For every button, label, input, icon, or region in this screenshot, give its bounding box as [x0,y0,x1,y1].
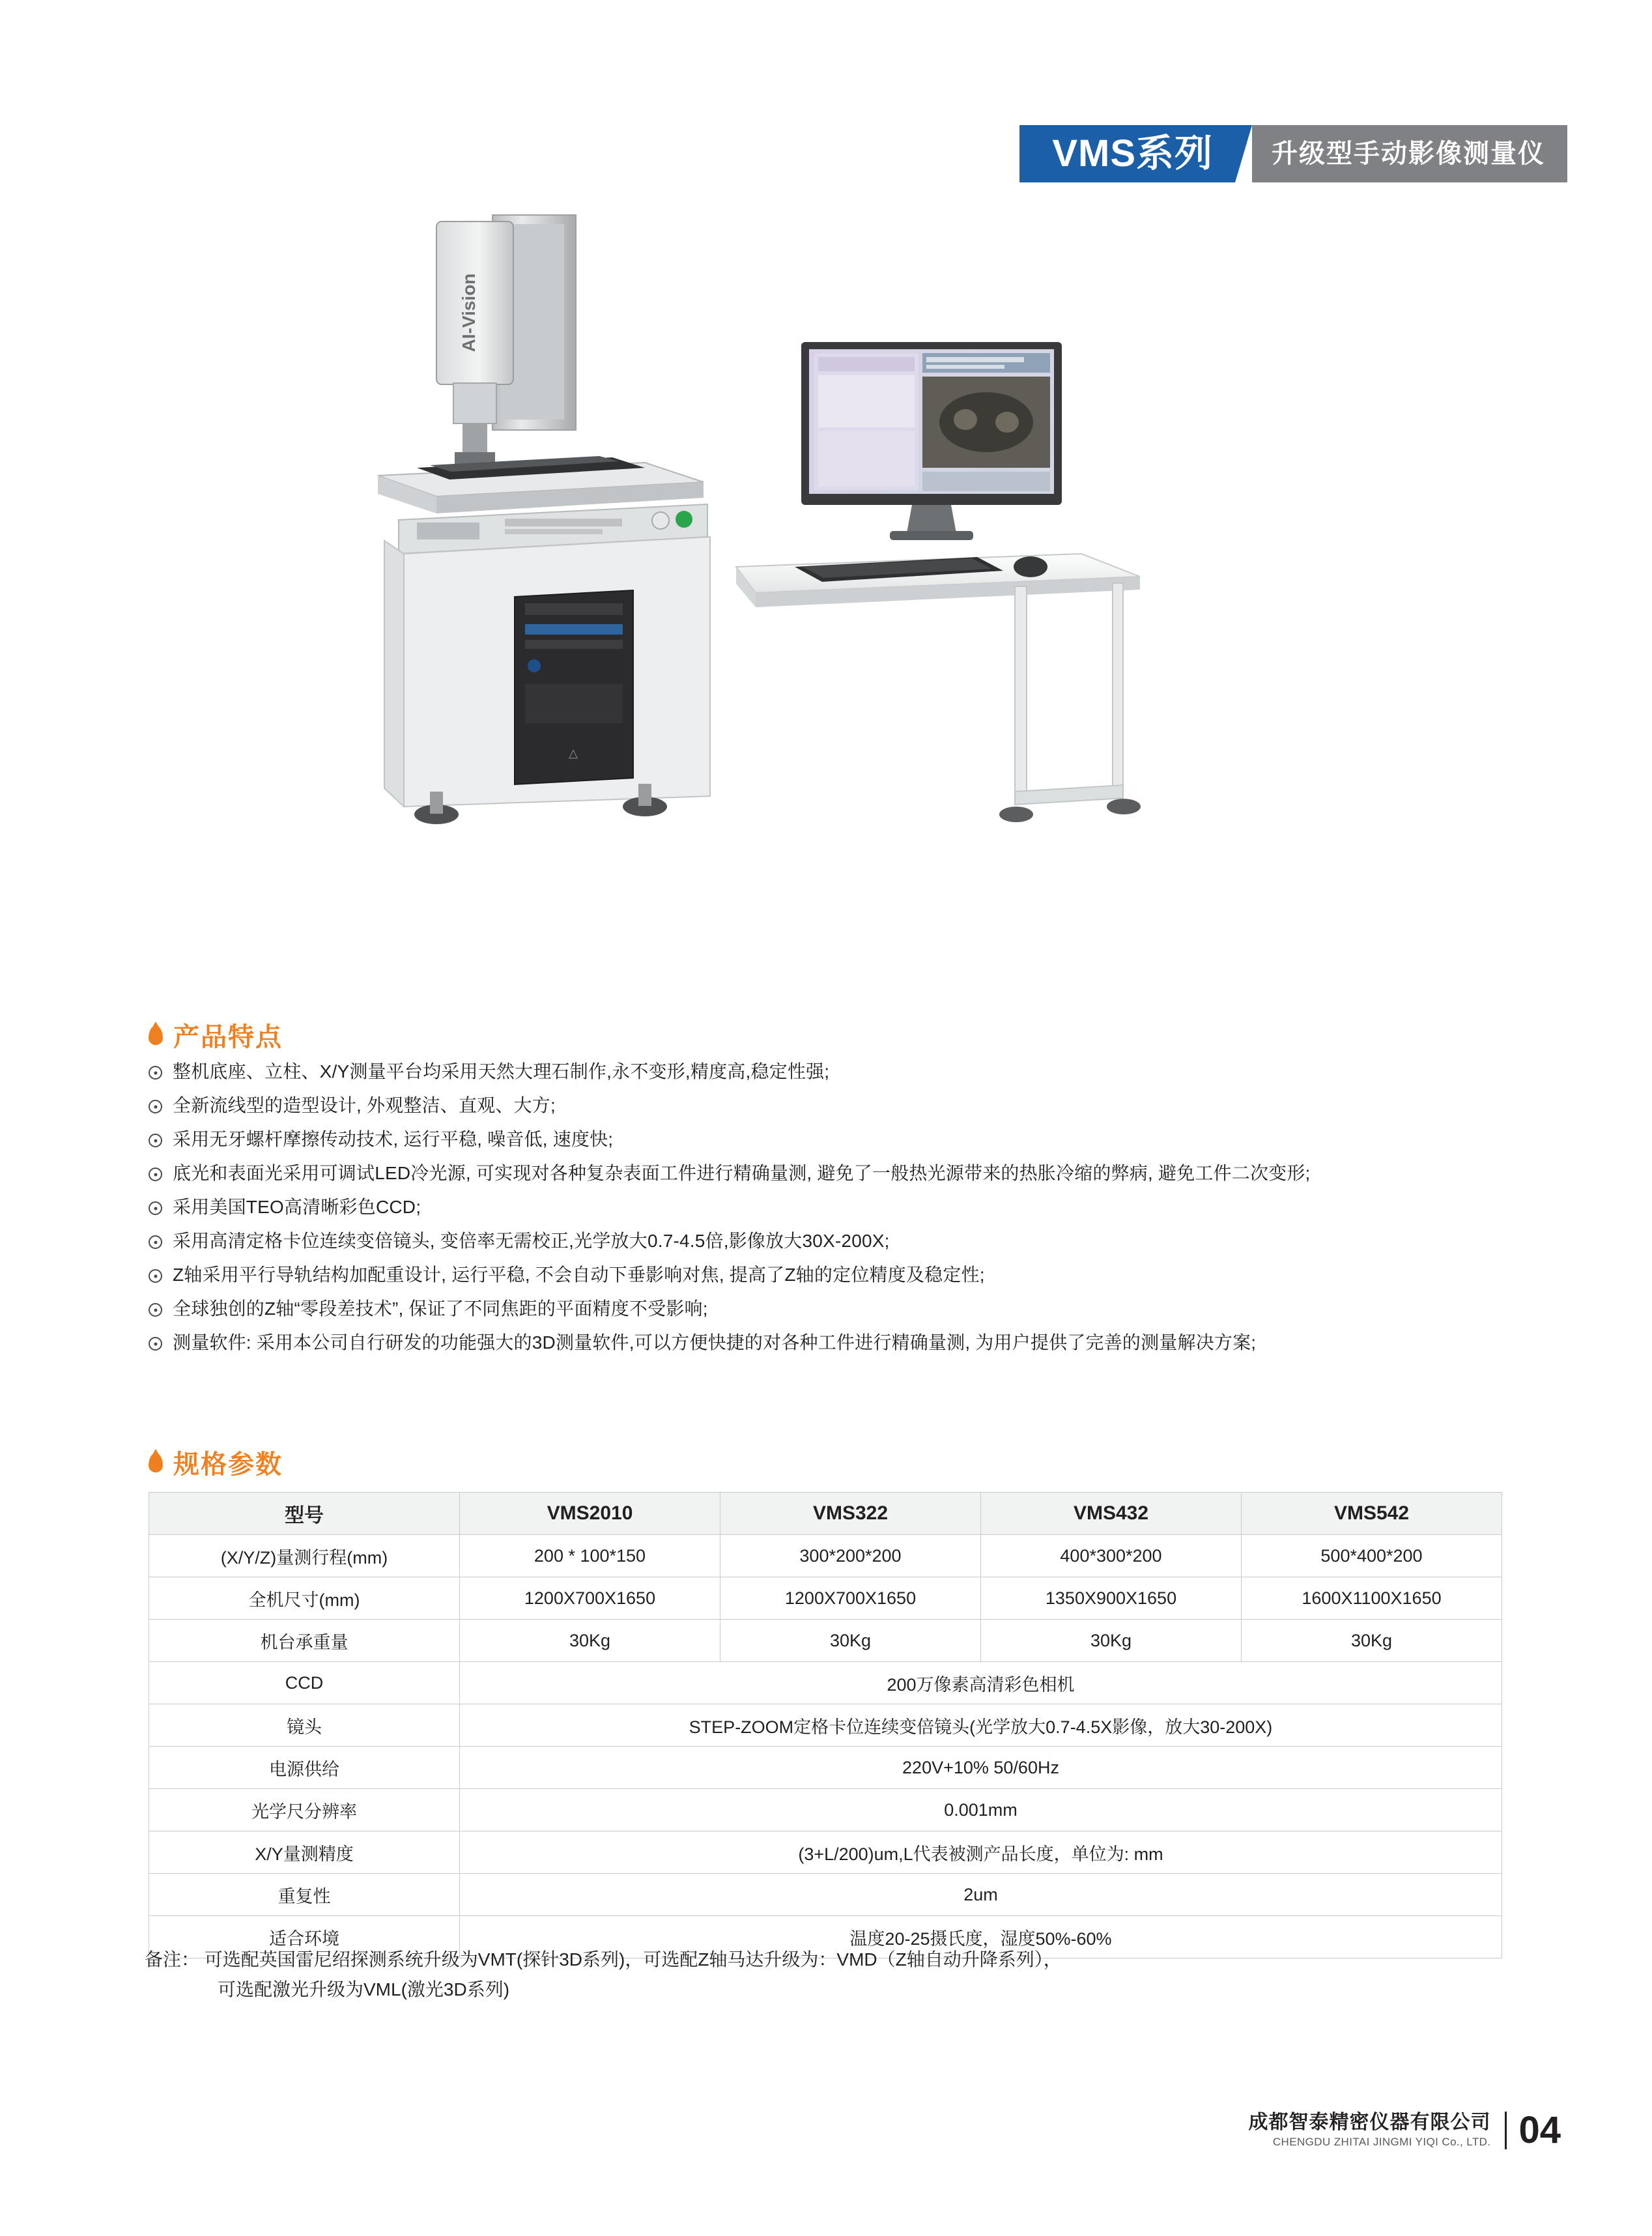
column-header: 型号 [149,1493,460,1535]
bullet-icon [149,1134,162,1147]
features-heading [149,1016,283,1054]
list-item [149,1194,1569,1220]
row-label: 重复性 [149,1874,460,1916]
table-cell: 1600X1100X1650 [1242,1577,1502,1620]
column-header: VMS432 [981,1493,1242,1535]
note-line-2: 可选配激光升级为VML(激光3D系列) [218,1979,510,2000]
table-cell: 1350X900X1650 [981,1577,1242,1620]
feature-text: 采用无牙螺杆摩擦传动技术, 运行平稳, 噪音低, 速度快; [173,1129,614,1149]
table-cell: 30Kg [460,1620,720,1662]
product-photo [339,202,1186,971]
feature-text: 全球独创的Z轴“零段差技术”, 保证了不同焦距的平面精度不受影响; [173,1298,708,1319]
bullet-icon [149,1235,162,1249]
header-slash-divider [1235,125,1252,182]
table-note [145,1945,1545,2005]
bullet-icon [149,1269,162,1283]
bullet-icon [149,1066,162,1080]
table-cell: 200万像素高清彩色相机 [460,1662,1502,1704]
list-item [149,1330,1569,1356]
specs-heading [149,1444,283,1481]
table-body [149,1535,1502,1958]
page-footer [1248,2111,1561,2150]
feature-text: 整机底座、立柱、X/Y测量平台均采用天然大理石制作,永不变形,精度高,稳定性强; [173,1061,830,1082]
row-label: X/Y量测精度 [149,1831,460,1874]
table-cell: 0.001mm [460,1789,1502,1831]
table-cell: 2um [460,1874,1502,1916]
feature-text: 测量软件: 采用本公司自行研发的功能强大的3D测量软件,可以方便快捷的对各种工件进行精确量测, 为用户提供了完善的测量解决方案; [173,1332,1257,1353]
specifications-table [149,1492,1502,1958]
table-row [149,1535,1502,1577]
monitor [801,342,1062,540]
table-row [149,1620,1502,1662]
bullet-icon [149,1168,162,1181]
table-row [149,1577,1502,1620]
bullet-icon [149,1201,162,1215]
features-list [149,1059,1569,1364]
table-row [149,1747,1502,1789]
specs-heading-label: 规格参数 [173,1450,283,1479]
page-number: 04 [1518,2109,1561,2151]
table-cell: 400*300*200 [981,1535,1242,1577]
table-cell: 30Kg [981,1620,1242,1662]
company-name-en: CHENGDU ZHITAI JINGMI YIQI Co., LTD. [1272,2136,1491,2148]
bullet-icon [149,1337,162,1351]
drop-icon [149,1453,163,1472]
measuring-machine [378,215,710,824]
table-row [149,1493,1502,1535]
header-title-block [1019,125,1235,182]
table-cell: 300*200*200 [720,1535,981,1577]
row-label: (X/Y/Z)量测行程(mm) [149,1535,460,1577]
table-cell: 30Kg [1242,1620,1502,1662]
feature-text: 全新流线型的造型设计, 外观整洁、直观、大方; [173,1095,556,1115]
row-label: CCD [149,1662,460,1704]
table-cell: 1200X700X1650 [460,1577,720,1620]
row-label: 全机尺寸(mm) [149,1577,460,1620]
row-label: 镜头 [149,1704,460,1747]
page-header-banner [1019,125,1567,182]
table-row [149,1789,1502,1831]
row-label: 机台承重量 [149,1620,460,1662]
feature-text: 采用高清定格卡位连续变倍镜头, 变倍率无需校正,光学放大0.7-4.5倍,影像放大30X-200X; [173,1231,890,1251]
machine-brand-text: AI-Vision [459,273,479,352]
table-row [149,1704,1502,1747]
table-cell: 200 * 100*150 [460,1535,720,1577]
feature-text: 采用美国TEO高清晰彩色CCD; [173,1197,421,1217]
footer-company [1248,2111,1490,2150]
list-item [149,1093,1569,1119]
bullet-icon [149,1100,162,1113]
product-photo-illustration [339,202,1186,971]
svg-text:△: △ [569,747,578,760]
header-subtitle: 升级型手动影像测量仪 [1272,139,1545,168]
table-row [149,1874,1502,1916]
features-heading-label: 产品特点 [173,1023,283,1052]
drop-icon [149,1025,163,1045]
bullet-icon [149,1303,162,1317]
header-subtitle-block [1252,125,1567,182]
table-cell: 220V+10% 50/60Hz [460,1747,1502,1789]
list-item [149,1059,1569,1085]
column-header: VMS2010 [460,1493,720,1535]
table-cell: 30Kg [720,1620,981,1662]
table-row [149,1662,1502,1704]
company-name-cn: 成都智泰精密仪器有限公司 [1248,2112,1491,2133]
workbench [736,554,1141,822]
column-header: VMS542 [1242,1493,1502,1535]
table-cell: 500*400*200 [1242,1535,1502,1577]
table-cell: STEP-ZOOM定格卡位连续变倍镜头(光学放大0.7-4.5X影像，放大30-200X) [460,1704,1502,1747]
row-label: 电源供给 [149,1747,460,1789]
table-cell: (3+L/200)um,L代表被测产品长度，单位为: mm [460,1831,1502,1874]
list-item [149,1296,1569,1322]
header-title: VMS系列 [1052,132,1213,175]
list-item [149,1228,1569,1254]
list-item [149,1262,1569,1288]
row-label: 适合环境 [149,1916,460,1958]
column-header: VMS322 [720,1493,981,1535]
table-header [149,1493,1502,1535]
footer-divider [1505,2112,1507,2149]
table-row [149,1831,1502,1874]
list-item [149,1160,1569,1186]
list-item [149,1126,1569,1153]
note-line-1: 备注： 可选配英国雷尼绍探测系统升级为VMT(探针3D系列)，可选配Z轴马达升级为：VMD（Z轴自动升降系列）， [145,1949,1062,1970]
table-cell: 温度20-25摄氏度，湿度50%-60% [460,1916,1502,1958]
feature-text: 底光和表面光采用可调试LED冷光源, 可实现对各种复杂表面工件进行精确量测, 避免了一般热光源带来的热胀冷缩的弊病, 避免工件二次变形; [173,1163,1311,1183]
row-label: 光学尺分辨率 [149,1789,460,1831]
table-cell: 1200X700X1650 [720,1577,981,1620]
feature-text: Z轴采用平行导轨结构加配重设计, 运行平稳, 不会自动下垂影响对焦, 提高了Z轴的定位精度及稳定性; [173,1265,985,1285]
